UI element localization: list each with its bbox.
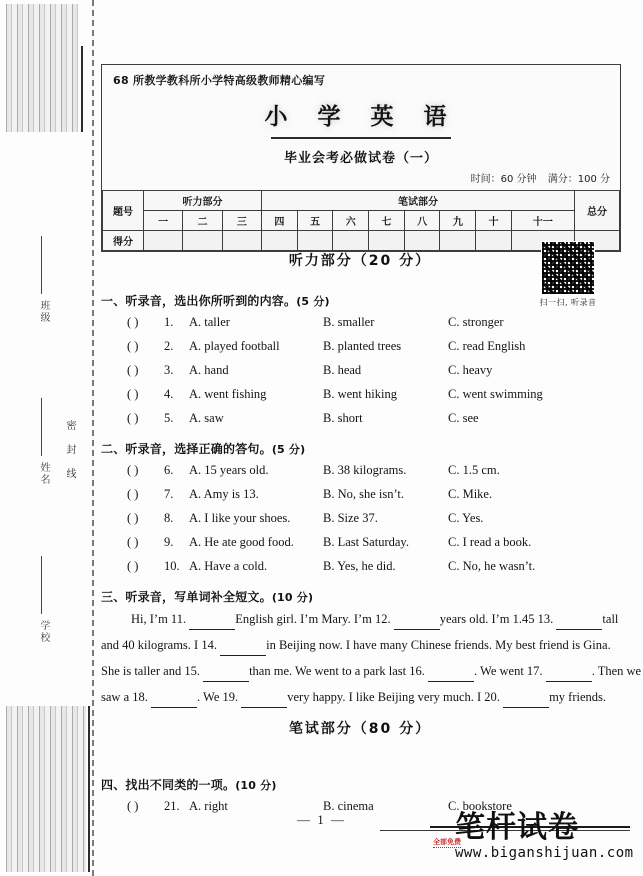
cloze-text: and 40 kilograms. I 14. (101, 638, 217, 652)
qr-code-icon[interactable] (541, 241, 595, 295)
score-table-input-cell[interactable] (183, 231, 222, 251)
score-table-col-8: 八 (404, 211, 440, 231)
question-number: 8. (164, 511, 174, 525)
section-heading-2 (101, 440, 621, 457)
exam-header-box (101, 64, 621, 252)
section-heading-text: 四、找出不同类的一项。 (101, 778, 236, 792)
option-c[interactable]: C. heavy (448, 363, 493, 377)
question-number: 7. (164, 487, 174, 501)
site-watermark (455, 812, 643, 861)
watermark-brand: 笔杆试卷 (455, 810, 579, 845)
option-a[interactable]: A. taller (189, 315, 230, 329)
question-row (101, 387, 621, 411)
section-points: (10 分) (235, 779, 277, 792)
question-row (101, 315, 621, 339)
option-a[interactable]: A. Amy is 13. (189, 487, 259, 501)
option-c[interactable]: C. see (448, 411, 479, 425)
score-table-col-7: 七 (369, 211, 405, 231)
score-table-col-6: 六 (333, 211, 369, 231)
section-heading-text: 二、听录音，选择正确的答句。 (101, 442, 272, 456)
cloze-blank[interactable] (151, 692, 197, 708)
score-table-group-listening: 听力部分 (144, 191, 262, 211)
cloze-text: . We 19. (197, 690, 239, 704)
cloze-line-1 (131, 612, 643, 630)
question-number: 2. (164, 339, 174, 353)
option-a[interactable]: A. went fishing (189, 387, 267, 401)
cloze-blank[interactable] (546, 666, 592, 682)
cloze-text: Hi, I’m 11. (131, 612, 187, 626)
answer-bracket[interactable]: ( ) (127, 487, 139, 501)
banner-listening-section: 听力部分（20 分） (288, 253, 432, 269)
score-table-input-cell[interactable] (333, 231, 369, 251)
exam-meta (102, 166, 620, 190)
exam-duration: 时间：60 分钟 (470, 174, 537, 185)
scan-artifact-bottom (6, 706, 86, 872)
option-b[interactable]: B. short (323, 411, 363, 425)
question-row (101, 339, 621, 363)
answer-bracket[interactable]: ( ) (127, 315, 139, 329)
scan-artifact-top (6, 4, 78, 132)
cloze-blank[interactable] (241, 692, 287, 708)
question-row (101, 559, 621, 583)
score-table-col-11: 十一 (511, 211, 574, 231)
option-b[interactable]: B. No, she isn’t. (323, 487, 405, 501)
margin-label-school: 学校 (38, 620, 49, 644)
question-number: 3. (164, 363, 174, 377)
margin-label-name: 姓名 (38, 462, 49, 486)
question-number: 21. (164, 799, 180, 813)
question-number: 4. (164, 387, 174, 401)
seal-dashed-line (92, 0, 94, 876)
option-a[interactable]: A. I like your shoes. (189, 511, 291, 525)
score-table-label-qnum: 题号 (103, 191, 144, 231)
cloze-line-4 (101, 690, 631, 708)
publisher-line: 68 所教学教科所小学特高级教师精心编写 (113, 74, 326, 87)
section-points: (5 分) (271, 443, 306, 456)
cloze-text: She is taller and 15. (101, 664, 200, 678)
name-write-rule (41, 398, 42, 456)
option-b[interactable]: B. went hiking (323, 387, 397, 401)
score-table-input-cell[interactable] (297, 231, 333, 251)
margin-label-class: 班级 (38, 300, 49, 324)
score-table-col-9: 九 (440, 211, 476, 231)
score-table-input-cell[interactable] (262, 231, 298, 251)
answer-bracket[interactable]: ( ) (127, 411, 139, 425)
answer-bracket[interactable]: ( ) (127, 535, 139, 549)
option-a[interactable]: A. saw (189, 411, 224, 425)
answer-bracket[interactable]: ( ) (127, 387, 139, 401)
section-points: (5 分) (296, 295, 330, 308)
option-a[interactable]: A. right (189, 799, 228, 813)
option-c[interactable]: C. 1.5 cm. (448, 463, 500, 477)
cloze-text: tall (602, 612, 619, 626)
cloze-text: . Then we (591, 664, 642, 678)
title-divider (271, 137, 451, 139)
option-b[interactable]: B. Size 37. (323, 511, 378, 525)
margin-label-seal-line: 密封线 (64, 420, 75, 492)
section-heading-text: 一、听录音，选出你所听到的内容。 (101, 294, 297, 308)
option-c[interactable]: C. No, he wasn’t. (448, 559, 536, 573)
option-c[interactable]: C. bookstore (448, 799, 512, 813)
score-table-input-cell[interactable] (369, 231, 405, 251)
question-row (101, 463, 621, 487)
section-heading-3 (101, 588, 621, 605)
answer-bracket[interactable]: ( ) (127, 339, 139, 353)
score-table-col-1: 一 (144, 211, 183, 231)
option-b[interactable]: B. smaller (323, 315, 375, 329)
score-table-group-row (103, 191, 620, 211)
option-a[interactable]: A. played football (189, 339, 280, 353)
cloze-text: years old. I’m 1.45 13. (439, 612, 554, 626)
cloze-text: than me. We went to a park last 16. (249, 664, 425, 678)
score-table-label-total: 总分 (575, 191, 620, 231)
question-row (101, 363, 621, 387)
score-table-col-2: 二 (183, 211, 222, 231)
section-heading-text: 三、听录音，写单词补全短文。 (101, 590, 272, 604)
question-number: 5. (164, 411, 174, 425)
exam-total-score: 满分：100 分 (547, 174, 610, 185)
answer-bracket[interactable]: ( ) (127, 463, 139, 477)
option-c[interactable]: C. read English (448, 339, 526, 353)
score-table-input-cell[interactable] (222, 231, 261, 251)
option-c[interactable]: C. stronger (448, 315, 504, 329)
score-table-col-4: 四 (262, 211, 298, 231)
answer-bracket[interactable]: ( ) (127, 799, 139, 813)
free-stamp (433, 838, 461, 848)
cloze-text: very happy. I like Beijing very much. I 20. (287, 690, 500, 704)
option-b[interactable]: B. Last Saturday. (323, 535, 409, 549)
score-table-column-row (103, 211, 620, 231)
score-table-label-score: 得分 (103, 231, 144, 251)
question-number: 1. (164, 315, 174, 329)
answer-bracket[interactable]: ( ) (127, 363, 139, 377)
option-b[interactable]: B. 38 kilograms. (323, 463, 407, 477)
option-b[interactable]: B. cinema (323, 799, 374, 813)
score-table-input-cell[interactable] (440, 231, 476, 251)
section-points: (10 分) (271, 591, 314, 604)
scan-edge-bottom (88, 706, 90, 872)
question-number: 10. (164, 559, 180, 573)
question-number: 6. (164, 463, 174, 477)
option-b[interactable]: B. Yes, he did. (323, 559, 396, 573)
question-number: 9. (164, 535, 174, 549)
score-table-group-written: 笔试部分 (262, 191, 575, 211)
cloze-blank[interactable] (503, 692, 549, 708)
cloze-blank[interactable] (220, 640, 266, 656)
score-table-col-5: 五 (297, 211, 333, 231)
free-stamp-bar (433, 847, 461, 848)
watermark-url: www.biganshijuan.com (455, 845, 634, 861)
option-c[interactable]: C. I read a book. (448, 535, 532, 549)
answer-bracket[interactable]: ( ) (127, 559, 139, 573)
scan-edge-top (81, 46, 83, 132)
question-row (101, 535, 621, 559)
qr-caption: 扫一扫, 听录音 (539, 298, 597, 307)
page-title: 小 学 英 语 (264, 104, 458, 130)
cloze-blank[interactable] (428, 666, 474, 682)
cloze-blank[interactable] (203, 666, 249, 682)
question-row (101, 487, 621, 511)
score-table-input-cell[interactable] (476, 231, 512, 251)
cloze-line-2 (101, 638, 631, 656)
score-table-col-10: 十 (476, 211, 512, 231)
page-number: — 1 — (297, 812, 346, 827)
exam-subtitle: 毕业会考必做试卷（一） (283, 151, 438, 166)
school-write-rule (41, 556, 42, 614)
class-write-rule (41, 236, 42, 294)
option-c[interactable]: C. Mike. (448, 487, 493, 501)
cloze-text: in Beijing now. I have many Chinese friends. My best friend is Gina. (266, 638, 611, 652)
score-table-col-3: 三 (222, 211, 261, 231)
option-b[interactable]: B. planted trees (323, 339, 402, 353)
free-stamp-text: 全部免费 (433, 838, 461, 846)
cloze-text: English girl. I’m Mary. I’m 12. (235, 612, 391, 626)
option-a[interactable]: A. Have a cold. (189, 559, 268, 573)
option-c[interactable]: C. went swimming (448, 387, 543, 401)
score-table-input-cell[interactable] (404, 231, 440, 251)
option-b[interactable]: B. head (323, 363, 362, 377)
question-row (101, 511, 621, 535)
cloze-blank[interactable] (189, 614, 235, 630)
cloze-text: . We went 17. (474, 664, 543, 678)
score-table-input-cell[interactable] (144, 231, 183, 251)
cloze-line-3 (101, 664, 642, 682)
option-c[interactable]: C. Yes. (448, 511, 484, 525)
cloze-blank[interactable] (394, 614, 440, 630)
option-a[interactable]: A. He ate good food. (189, 535, 294, 549)
banner-written-section: 笔试部分（80 分） (288, 721, 432, 737)
section-heading-4 (101, 776, 621, 793)
cloze-text: my friends. (549, 690, 606, 704)
section-heading-1 (101, 292, 621, 309)
option-a[interactable]: A. hand (189, 363, 229, 377)
question-row (101, 411, 621, 435)
option-a[interactable]: A. 15 years old. (189, 463, 269, 477)
answer-bracket[interactable]: ( ) (127, 511, 139, 525)
cloze-text: saw a 18. (101, 690, 148, 704)
cloze-blank[interactable] (556, 614, 602, 630)
